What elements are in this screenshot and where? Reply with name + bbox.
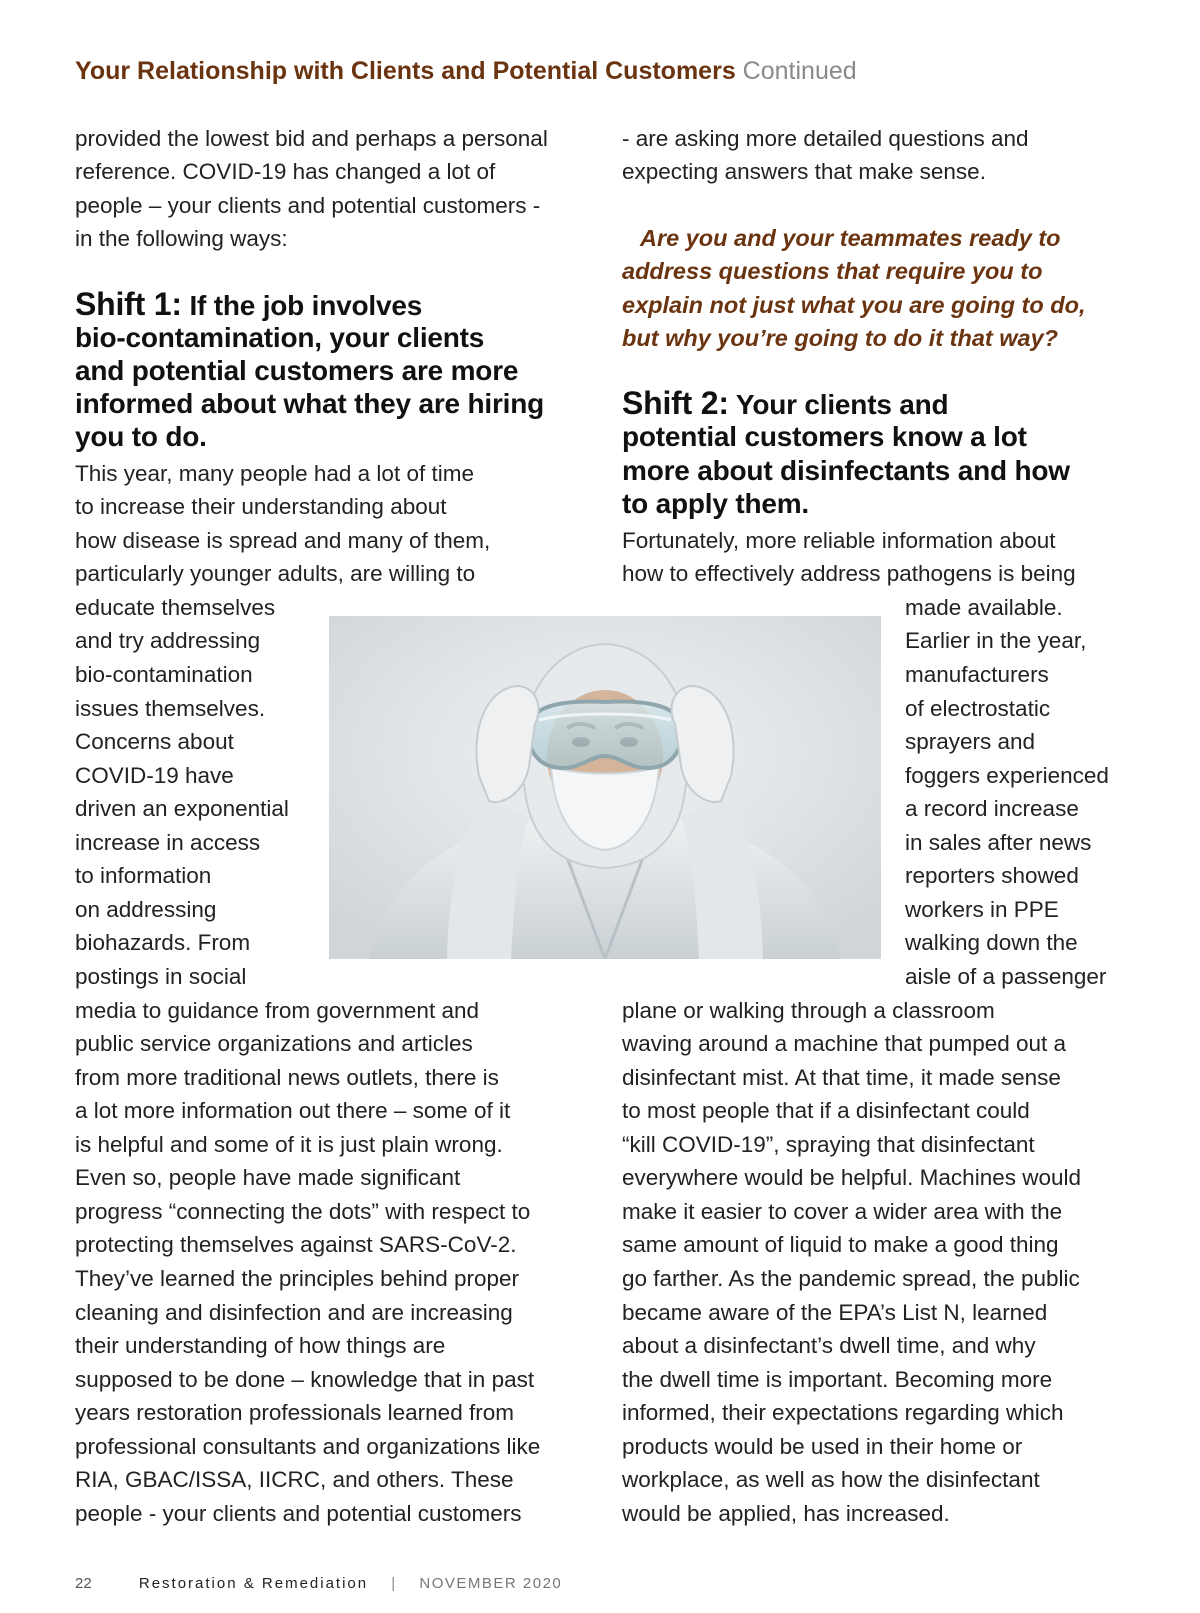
left-body-line: years restoration professionals learned from: [75, 1400, 514, 1425]
right-body-line: aisle of a passenger: [905, 964, 1107, 989]
shift-2-heading-line: potential customers know a lot: [622, 421, 1027, 452]
shift-1-heading-line: and potential customers are more: [75, 355, 519, 386]
left-intro-line: people – your clients and potential customers -: [75, 193, 541, 218]
page-number: 22: [75, 1575, 92, 1592]
shift-2-heading-line: to apply them.: [622, 488, 809, 519]
callout-quote-line: but why you’re going to do it that way?: [622, 325, 1059, 351]
ppe-worker-photo: [329, 616, 881, 959]
left-body-line: protecting themselves against SARS-CoV-2.: [75, 1232, 517, 1257]
left-intro-line: in the following ways:: [75, 226, 288, 251]
right-body-line: became aware of the EPA’s List N, learned: [622, 1300, 1048, 1325]
left-body-line: particularly younger adults, are willing to: [75, 561, 476, 586]
right-body-line: reporters showed: [905, 863, 1079, 888]
right-intro-line: expecting answers that make sense.: [622, 159, 986, 184]
right-body-line: workers in PPE: [905, 897, 1059, 922]
right-body-line: of electrostatic: [905, 696, 1051, 721]
right-body-line: Earlier in the year,: [905, 628, 1087, 653]
left-body-line: how disease is spread and many of them,: [75, 528, 491, 553]
page-footer: [75, 1574, 562, 1594]
left-body-line: to information: [75, 863, 212, 888]
shift-1-heading-line: informed about what they are hiring: [75, 388, 545, 419]
shift-1-heading-line: bio-contamination, your clients: [75, 322, 485, 353]
shift-1-heading-line: [75, 288, 422, 322]
right-body-line: everywhere would be helpful. Machines would: [622, 1165, 1082, 1190]
left-body-line: postings in social: [75, 964, 247, 989]
header-continued: Continued: [742, 57, 857, 85]
right-body-line: disinfectant mist. At that time, it made sense: [622, 1065, 1061, 1090]
left-body-line: RIA, GBAC/ISSA, IICRC, and others. These: [75, 1467, 514, 1492]
left-body-line: is helpful and some of it is just plain wrong.: [75, 1132, 503, 1157]
left-body-line: on addressing: [75, 897, 217, 922]
shift-2-heading-line: more about disinfectants and how: [622, 455, 1070, 486]
left-body-line: people - your clients and potential customers: [75, 1501, 522, 1526]
callout-quote-line: address questions that require you to: [622, 258, 1043, 284]
right-body-line: would be applied, has increased.: [622, 1501, 950, 1526]
left-intro-line: reference. COVID-19 has changed a lot of: [75, 159, 496, 184]
right-body-line: go farther. As the pandemic spread, the public: [622, 1266, 1080, 1291]
right-body-line: a record increase: [905, 796, 1079, 821]
right-body-line: about a disinfectant’s dwell time, and why: [622, 1333, 1036, 1358]
left-body-line: from more traditional news outlets, there is: [75, 1065, 499, 1090]
right-body-line: make it easier to cover a wider area with the: [622, 1199, 1063, 1224]
left-body-line: and try addressing: [75, 628, 261, 653]
left-body-line: They’ve learned the principles behind proper: [75, 1266, 520, 1291]
right-intro-line: - are asking more detailed questions and: [622, 126, 1029, 151]
left-body-line: COVID-19 have: [75, 763, 234, 788]
shift-1-heading-line: you to do.: [75, 421, 207, 452]
shift-1-heading-text: If the job involves: [189, 290, 423, 321]
left-body-line: This year, many people had a lot of time: [75, 461, 474, 486]
left-body-line: professional consultants and organizations like: [75, 1434, 541, 1459]
right-body-line: the dwell time is important. Becoming more: [622, 1367, 1053, 1392]
left-body-line: a lot more information out there – some of it: [75, 1098, 511, 1123]
left-body-line: issues themselves.: [75, 696, 266, 721]
left-body-line: cleaning and disinfection and are increasing: [75, 1300, 513, 1325]
left-body-line: Even so, people have made significant: [75, 1165, 461, 1190]
right-body-line: to most people that if a disinfectant could: [622, 1098, 1030, 1123]
shift-2-heading-line: [622, 387, 948, 421]
right-body-line: informed, their expectations regarding which: [622, 1400, 1064, 1425]
left-body-line: driven an exponential: [75, 796, 289, 821]
right-body-line: plane or walking through a classroom: [622, 998, 995, 1023]
ppe-worker-illustration: [329, 616, 881, 959]
right-body-line: workplace, as well as how the disinfectant: [622, 1467, 1040, 1492]
right-body-line: sprayers and: [905, 729, 1036, 754]
right-body-line: walking down the: [905, 930, 1078, 955]
right-body-line: how to effectively address pathogens is being: [622, 561, 1076, 586]
header-title: Your Relationship with Clients and Potential Customers: [75, 57, 736, 85]
issue-date: NOVEMBER 2020: [419, 1575, 563, 1592]
right-body-line: in sales after news: [905, 830, 1092, 855]
left-body-line: progress “connecting the dots” with respect to: [75, 1199, 531, 1224]
shift-2-label: Shift 2:: [622, 385, 729, 421]
shift-2-heading-text: Your clients and: [735, 389, 949, 420]
left-body-line: supposed to be done – knowledge that in past: [75, 1367, 535, 1392]
left-body-line: increase in access: [75, 830, 261, 855]
right-body-line: foggers experienced: [905, 763, 1109, 788]
left-body-line: bio-contamination: [75, 662, 253, 687]
right-body-line: made available.: [905, 595, 1063, 620]
left-body-line: Concerns about: [75, 729, 234, 754]
publication-name: Restoration & Remediation: [138, 1575, 369, 1592]
left-body-line: public service organizations and articles: [75, 1031, 473, 1056]
left-body-line: their understanding of how things are: [75, 1333, 446, 1358]
right-body-line: manufacturers: [905, 662, 1049, 687]
right-body-line: “kill COVID-19”, spraying that disinfectant: [622, 1132, 1035, 1157]
right-body-line: Fortunately, more reliable information about: [622, 528, 1056, 553]
running-header: [75, 56, 1135, 86]
callout-quote-line: Are you and your teammates ready to: [640, 225, 1061, 251]
callout-quote-line: explain not just what you are going to do,: [622, 292, 1086, 318]
left-body-line: to increase their understanding about: [75, 494, 447, 519]
shift-1-label: Shift 1:: [75, 286, 182, 322]
left-body-line: media to guidance from government and: [75, 998, 479, 1023]
left-body-line: educate themselves: [75, 595, 276, 620]
left-body-line: biohazards. From: [75, 930, 251, 955]
right-body-line: same amount of liquid to make a good thing: [622, 1232, 1059, 1257]
footer-separator: |: [391, 1575, 397, 1592]
left-intro-line: provided the lowest bid and perhaps a personal: [75, 126, 548, 151]
right-body-line: waving around a machine that pumped out a: [622, 1031, 1067, 1056]
right-body-line: products would be used in their home or: [622, 1434, 1023, 1459]
